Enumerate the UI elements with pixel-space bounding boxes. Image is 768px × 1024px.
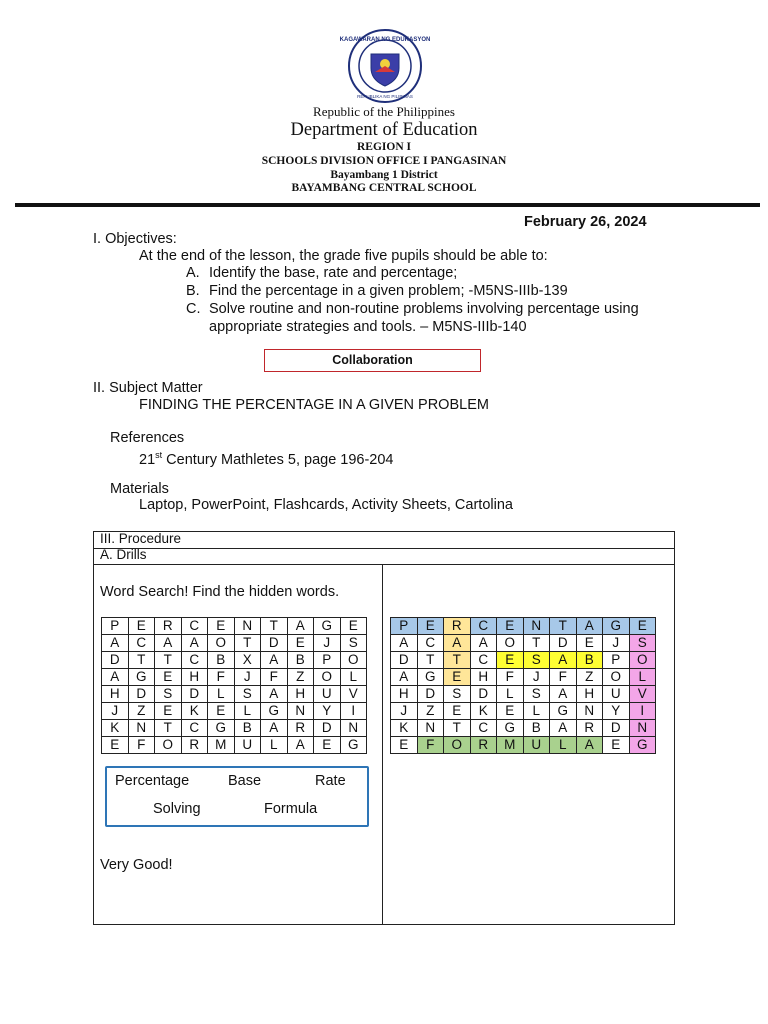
grid-cell: U xyxy=(234,737,261,754)
grid-cell: E xyxy=(444,703,471,720)
grid-cell: G xyxy=(603,618,630,635)
grid-row xyxy=(102,737,367,754)
grid-cell: J xyxy=(234,669,261,686)
grid-cell: D xyxy=(391,652,418,669)
school-line: BAYAMBANG CENTRAL SCHOOL xyxy=(291,182,477,194)
grid-cell: E xyxy=(497,618,524,635)
grid-cell: F xyxy=(497,669,524,686)
grid-cell: D xyxy=(261,635,288,652)
district-line: Bayambang 1 District xyxy=(330,169,438,181)
grid-row xyxy=(391,737,656,754)
word-base: Base xyxy=(228,773,262,789)
svg-text:KAGAWARAN NG EDUKASYON: KAGAWARAN NG EDUKASYON xyxy=(339,37,431,43)
objective-c-text: Solve routine and non-routine problems involving percentage using xyxy=(209,301,639,317)
reference-text: 21st Century Mathletes 5, page 196-204 xyxy=(139,450,394,468)
column-divider xyxy=(382,564,383,925)
objectives-intro: At the end of the lesson, the grade five pupils should be able to: xyxy=(139,248,548,264)
grid-cell: O xyxy=(444,737,471,754)
grid-cell: E xyxy=(155,703,182,720)
grid-cell: E xyxy=(287,635,314,652)
grid-cell: O xyxy=(603,669,630,686)
grid-cell: R xyxy=(155,618,182,635)
deped-seal-logo xyxy=(339,28,431,104)
grid-cell: R xyxy=(181,737,208,754)
grid-cell: A xyxy=(102,669,129,686)
grid-cell: T xyxy=(550,618,577,635)
grid-cell: E xyxy=(208,703,235,720)
grid-cell: T xyxy=(234,635,261,652)
objective-b-marker: B. xyxy=(186,283,200,299)
grid-cell: E xyxy=(497,703,524,720)
grid-cell: J xyxy=(391,703,418,720)
grid-cell: A xyxy=(576,737,603,754)
grid-cell: F xyxy=(208,669,235,686)
department-title: Department of Education xyxy=(290,120,478,140)
grid-cell: P xyxy=(102,618,129,635)
grid-cell: G xyxy=(261,703,288,720)
grid-cell: U xyxy=(603,686,630,703)
grid-cell: C xyxy=(128,635,155,652)
grid-cell: G xyxy=(314,618,341,635)
grid-cell: S xyxy=(340,635,367,652)
grid-cell: E xyxy=(576,635,603,652)
grid-cell: H xyxy=(181,669,208,686)
grid-cell: L xyxy=(550,737,577,754)
grid-cell: Y xyxy=(603,703,630,720)
grid-cell: O xyxy=(629,652,656,669)
word-rate: Rate xyxy=(315,773,346,789)
grid-cell: H xyxy=(102,686,129,703)
svg-text:REPUBLIKA NG PILIPINAS: REPUBLIKA NG PILIPINAS xyxy=(357,94,413,99)
lesson-date: February 26, 2024 xyxy=(524,214,647,230)
grid-cell: H xyxy=(287,686,314,703)
grid-cell: A xyxy=(550,652,577,669)
grid-cell: C xyxy=(470,618,497,635)
grid-cell: E xyxy=(314,737,341,754)
grid-cell: D xyxy=(314,720,341,737)
grid-cell: S xyxy=(155,686,182,703)
grid-cell: N xyxy=(417,720,444,737)
grid-cell: L xyxy=(234,703,261,720)
grid-cell: H xyxy=(391,686,418,703)
division-line: SCHOOLS DIVISION OFFICE I PANGASINAN xyxy=(261,155,507,167)
word-solving: Solving xyxy=(153,801,201,817)
grid-cell: D xyxy=(550,635,577,652)
grid-cell: T xyxy=(417,652,444,669)
grid-cell: Y xyxy=(314,703,341,720)
word-search-grid xyxy=(101,617,367,754)
grid-cell: R xyxy=(444,618,471,635)
grid-cell: N xyxy=(629,720,656,737)
grid-cell: T xyxy=(444,652,471,669)
grid-cell: A xyxy=(444,635,471,652)
grid-cell: Z xyxy=(128,703,155,720)
grid-cell: B xyxy=(234,720,261,737)
grid-cell: K xyxy=(470,703,497,720)
grid-cell: J xyxy=(102,703,129,720)
grid-cell: I xyxy=(629,703,656,720)
word-search-instruction: Word Search! Find the hidden words. xyxy=(100,584,340,600)
grid-cell: C xyxy=(417,635,444,652)
grid-cell: T xyxy=(128,652,155,669)
grid-cell: S xyxy=(444,686,471,703)
republic-line: Republic of the Philippines xyxy=(313,104,455,119)
procedure-heading-row xyxy=(94,532,674,549)
grid-cell: T xyxy=(444,720,471,737)
grid-cell: C xyxy=(181,618,208,635)
grid-cell: O xyxy=(497,635,524,652)
grid-row xyxy=(391,635,656,652)
grid-cell: R xyxy=(576,720,603,737)
grid-cell: L xyxy=(497,686,524,703)
grid-cell: E xyxy=(417,618,444,635)
objective-b-text: Find the percentage in a given problem; -M5NS-IIIb-139 xyxy=(209,283,568,299)
grid-row xyxy=(102,669,367,686)
grid-cell: O xyxy=(340,652,367,669)
references-label: References xyxy=(110,430,185,446)
grid-cell: V xyxy=(629,686,656,703)
grid-cell: N xyxy=(234,618,261,635)
grid-cell: A xyxy=(261,720,288,737)
grid-cell: A xyxy=(391,669,418,686)
grid-cell: T xyxy=(523,635,550,652)
grid-cell: B xyxy=(523,720,550,737)
drills-row xyxy=(94,548,674,565)
grid-cell: D xyxy=(128,686,155,703)
materials-label: Materials xyxy=(110,481,169,497)
grid-cell: E xyxy=(444,669,471,686)
grid-cell: A xyxy=(391,635,418,652)
grid-cell: O xyxy=(208,635,235,652)
grid-cell: A xyxy=(550,686,577,703)
grid-cell: A xyxy=(261,652,288,669)
grid-cell: C xyxy=(470,720,497,737)
grid-cell: E xyxy=(155,669,182,686)
word-formula: Formula xyxy=(264,801,318,817)
grid-cell: G xyxy=(340,737,367,754)
grid-cell: K xyxy=(391,720,418,737)
grid-cell: H xyxy=(576,686,603,703)
grid-row xyxy=(102,703,367,720)
grid-cell: S xyxy=(629,635,656,652)
grid-cell: S xyxy=(523,652,550,669)
grid-cell: B xyxy=(287,652,314,669)
grid-cell: P xyxy=(314,652,341,669)
header-rule xyxy=(15,203,760,207)
grid-cell: F xyxy=(128,737,155,754)
materials-text: Laptop, PowerPoint, Flashcards, Activity Sheets, Cartolina xyxy=(139,497,513,513)
grid-cell: E xyxy=(391,737,418,754)
grid-row xyxy=(391,720,656,737)
grid-cell: L xyxy=(208,686,235,703)
answer-key-grid xyxy=(390,617,656,754)
grid-cell: K xyxy=(181,703,208,720)
grid-cell: X xyxy=(234,652,261,669)
grid-cell: G xyxy=(417,669,444,686)
grid-cell: J xyxy=(523,669,550,686)
grid-cell: B xyxy=(576,652,603,669)
grid-cell: N xyxy=(523,618,550,635)
grid-row xyxy=(102,720,367,737)
grid-cell: E xyxy=(102,737,129,754)
grid-cell: V xyxy=(340,686,367,703)
grid-cell: E xyxy=(128,618,155,635)
grid-cell: S xyxy=(523,686,550,703)
grid-row xyxy=(102,635,367,652)
grid-cell: G xyxy=(550,703,577,720)
grid-cell: L xyxy=(261,737,288,754)
grid-cell: D xyxy=(470,686,497,703)
grid-cell: G xyxy=(497,720,524,737)
grid-cell: S xyxy=(234,686,261,703)
grid-cell: D xyxy=(102,652,129,669)
grid-cell: D xyxy=(181,686,208,703)
grid-cell: C xyxy=(181,652,208,669)
grid-cell: R xyxy=(470,737,497,754)
grid-cell: P xyxy=(603,652,630,669)
grid-cell: A xyxy=(576,618,603,635)
word-list-box xyxy=(105,766,369,827)
grid-cell: I xyxy=(340,703,367,720)
grid-cell: Z xyxy=(417,703,444,720)
grid-cell: F xyxy=(261,669,288,686)
grid-cell: J xyxy=(314,635,341,652)
grid-cell: N xyxy=(576,703,603,720)
grid-cell: M xyxy=(208,737,235,754)
grid-cell: E xyxy=(497,652,524,669)
grid-cell: M xyxy=(497,737,524,754)
grid-cell: E xyxy=(629,618,656,635)
grid-cell: A xyxy=(261,686,288,703)
grid-row xyxy=(391,703,656,720)
region-line: REGION I xyxy=(357,141,411,153)
grid-cell: J xyxy=(603,635,630,652)
grid-cell: F xyxy=(550,669,577,686)
grid-cell: T xyxy=(155,720,182,737)
grid-row xyxy=(391,669,656,686)
collaboration-label: Collaboration xyxy=(264,349,481,372)
grid-cell: N xyxy=(340,720,367,737)
grid-cell: G xyxy=(208,720,235,737)
grid-cell: N xyxy=(128,720,155,737)
subject-matter-heading: II. Subject Matter xyxy=(93,380,203,396)
objective-c-text-cont: appropriate strategies and tools. – M5NS-IIIb-140 xyxy=(209,319,527,335)
grid-cell: N xyxy=(287,703,314,720)
grid-cell: D xyxy=(417,686,444,703)
grid-cell: U xyxy=(314,686,341,703)
grid-cell: F xyxy=(417,737,444,754)
grid-cell: O xyxy=(155,737,182,754)
objective-c-marker: C. xyxy=(186,301,201,317)
grid-cell: U xyxy=(523,737,550,754)
grid-cell: H xyxy=(470,669,497,686)
grid-cell: B xyxy=(208,652,235,669)
grid-cell: K xyxy=(102,720,129,737)
grid-cell: A xyxy=(155,635,182,652)
drills-heading: A. Drills xyxy=(100,547,147,562)
grid-cell: G xyxy=(128,669,155,686)
grid-row xyxy=(102,618,367,635)
grid-cell: L xyxy=(340,669,367,686)
grid-row xyxy=(102,686,367,703)
grid-cell: E xyxy=(340,618,367,635)
feedback-text: Very Good! xyxy=(100,857,173,873)
grid-row xyxy=(102,652,367,669)
grid-row xyxy=(391,686,656,703)
grid-cell: P xyxy=(391,618,418,635)
word-percentage: Percentage xyxy=(115,773,190,789)
grid-cell: C xyxy=(470,652,497,669)
grid-cell: D xyxy=(603,720,630,737)
grid-cell: L xyxy=(523,703,550,720)
grid-cell: T xyxy=(261,618,288,635)
grid-cell: A xyxy=(550,720,577,737)
objectives-heading: I. Objectives: xyxy=(93,231,177,247)
procedure-heading: III. Procedure xyxy=(100,531,182,546)
grid-cell: E xyxy=(603,737,630,754)
objective-a-text: Identify the base, rate and percentage; xyxy=(209,265,458,281)
grid-cell: A xyxy=(102,635,129,652)
grid-row xyxy=(391,652,656,669)
grid-cell: A xyxy=(181,635,208,652)
subject-topic: FINDING THE PERCENTAGE IN A GIVEN PROBLEM xyxy=(139,397,489,413)
grid-cell: Z xyxy=(287,669,314,686)
grid-row xyxy=(391,618,656,635)
grid-cell: E xyxy=(208,618,235,635)
grid-cell: T xyxy=(155,652,182,669)
objective-a-marker: A. xyxy=(186,265,200,281)
grid-cell: C xyxy=(181,720,208,737)
grid-cell: R xyxy=(287,720,314,737)
grid-cell: Z xyxy=(576,669,603,686)
grid-cell: A xyxy=(470,635,497,652)
grid-cell: A xyxy=(287,737,314,754)
grid-cell: A xyxy=(287,618,314,635)
grid-cell: G xyxy=(629,737,656,754)
grid-cell: O xyxy=(314,669,341,686)
grid-cell: L xyxy=(629,669,656,686)
